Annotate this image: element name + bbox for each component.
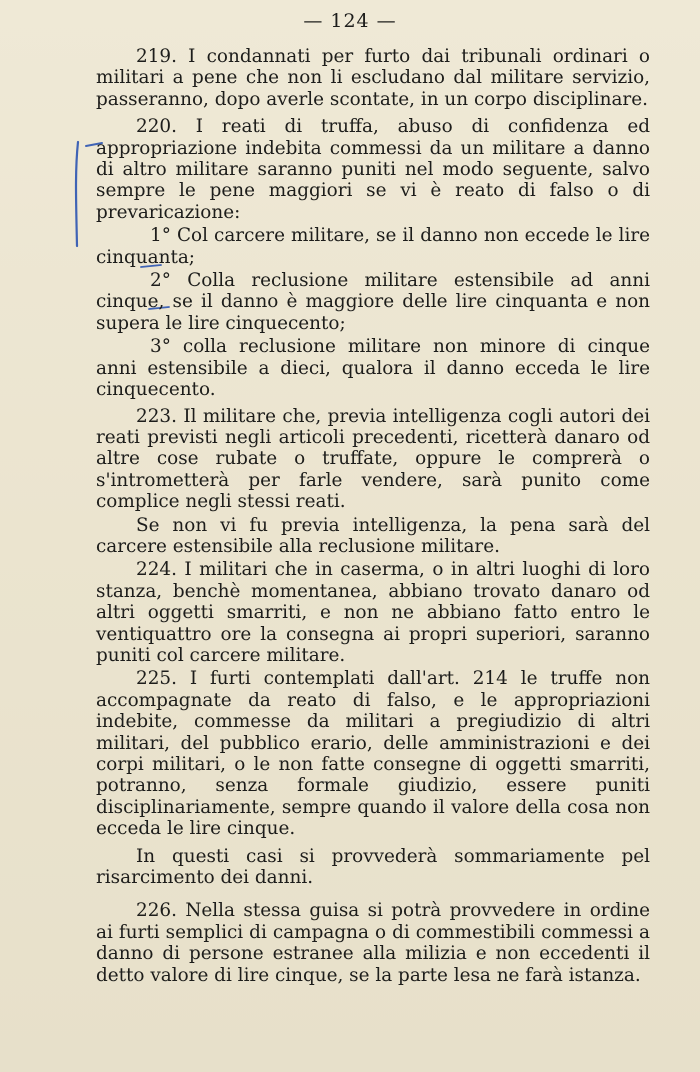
article-220-item-2: 2° Colla reclusione militare estensibile ad anni cinque, se il danno è maggiore delle lire cinquanta e non supera le lire cinquecento;	[96, 270, 650, 334]
article-225-paragraph-2: In questi casi si provvederà sommariamente pel risarcimento dei danni.	[96, 845, 650, 889]
article-text	[96, 46, 650, 988]
article-223: 223. Il militare che, previa intelligenza cogli autori dei reati previsti negli articoli precedenti, ricetterà danaro od altre cose rubate o truffate, oppure le comprerà o s'intrometterà per farle vendere, sarà punito come complice negli stessi reati.	[96, 405, 650, 513]
article-224: 224. I militari che in caserma, o in altri luoghi di loro stanza, benchè momentanea, abbiano trovato danaro od altri oggetti smarriti, e non ne abbiano fatto entro le ventiquattro ore la consegna ai propri superiori, saranno puniti col carcere militare.	[96, 559, 650, 666]
article-220: 220. I reati di truffa, abuso di confidenza ed appropriazione indebita commessi da un militare a danno di altro militare saranno puniti nel modo seguente, salvo sempre le pene maggiori se vi è reato di falso o di prevaricazione:	[96, 116, 650, 223]
page-number: — 124 —	[303, 10, 397, 32]
article-220-item-1: 1° Col carcere militare, se il danno non eccede le lire cinquanta;	[96, 225, 650, 268]
article-225: 225. I furti contemplati dall'art. 214 le truffe non accompagnate da reato di falso, e le appropriazioni indebite, commesse da militari a pregiudizio di altri militari, del pubblico erario, delle amministrazioni e dei corpi militari, o le non fatte consegne di oggetti smarriti, potranno, senza formale giudizio, essere puniti disciplinariamente, sempre quando il valore della cosa non ecceda le lire cinque.	[96, 668, 650, 840]
article-223-paragraph-2: Se non vi fu previa intelligenza, la pena sarà del carcere estensibile alla reclusione militare.	[96, 514, 650, 557]
article-219: 219. I condannati per furto dai tribunali ordinari o militari a pene che non li escludano dal militare servizio, passeranno, dopo averle scontate, in un corpo disciplinare.	[96, 46, 650, 110]
article-220-item-3: 3° colla reclusione militare non minore di cinque anni estensibile a dieci, qualora il danno ecceda le lire cinquecento.	[96, 336, 650, 401]
margin-pencil-mark-icon	[72, 140, 82, 248]
article-226: 226. Nella stessa guisa si potrà provvedere in ordine ai furti semplici di campagna o di commestibili commessi a danno di persone estranee alla milizia e non eccedenti il detto valore di lire cinque, se la parte lesa ne farà istanza.	[96, 900, 650, 986]
